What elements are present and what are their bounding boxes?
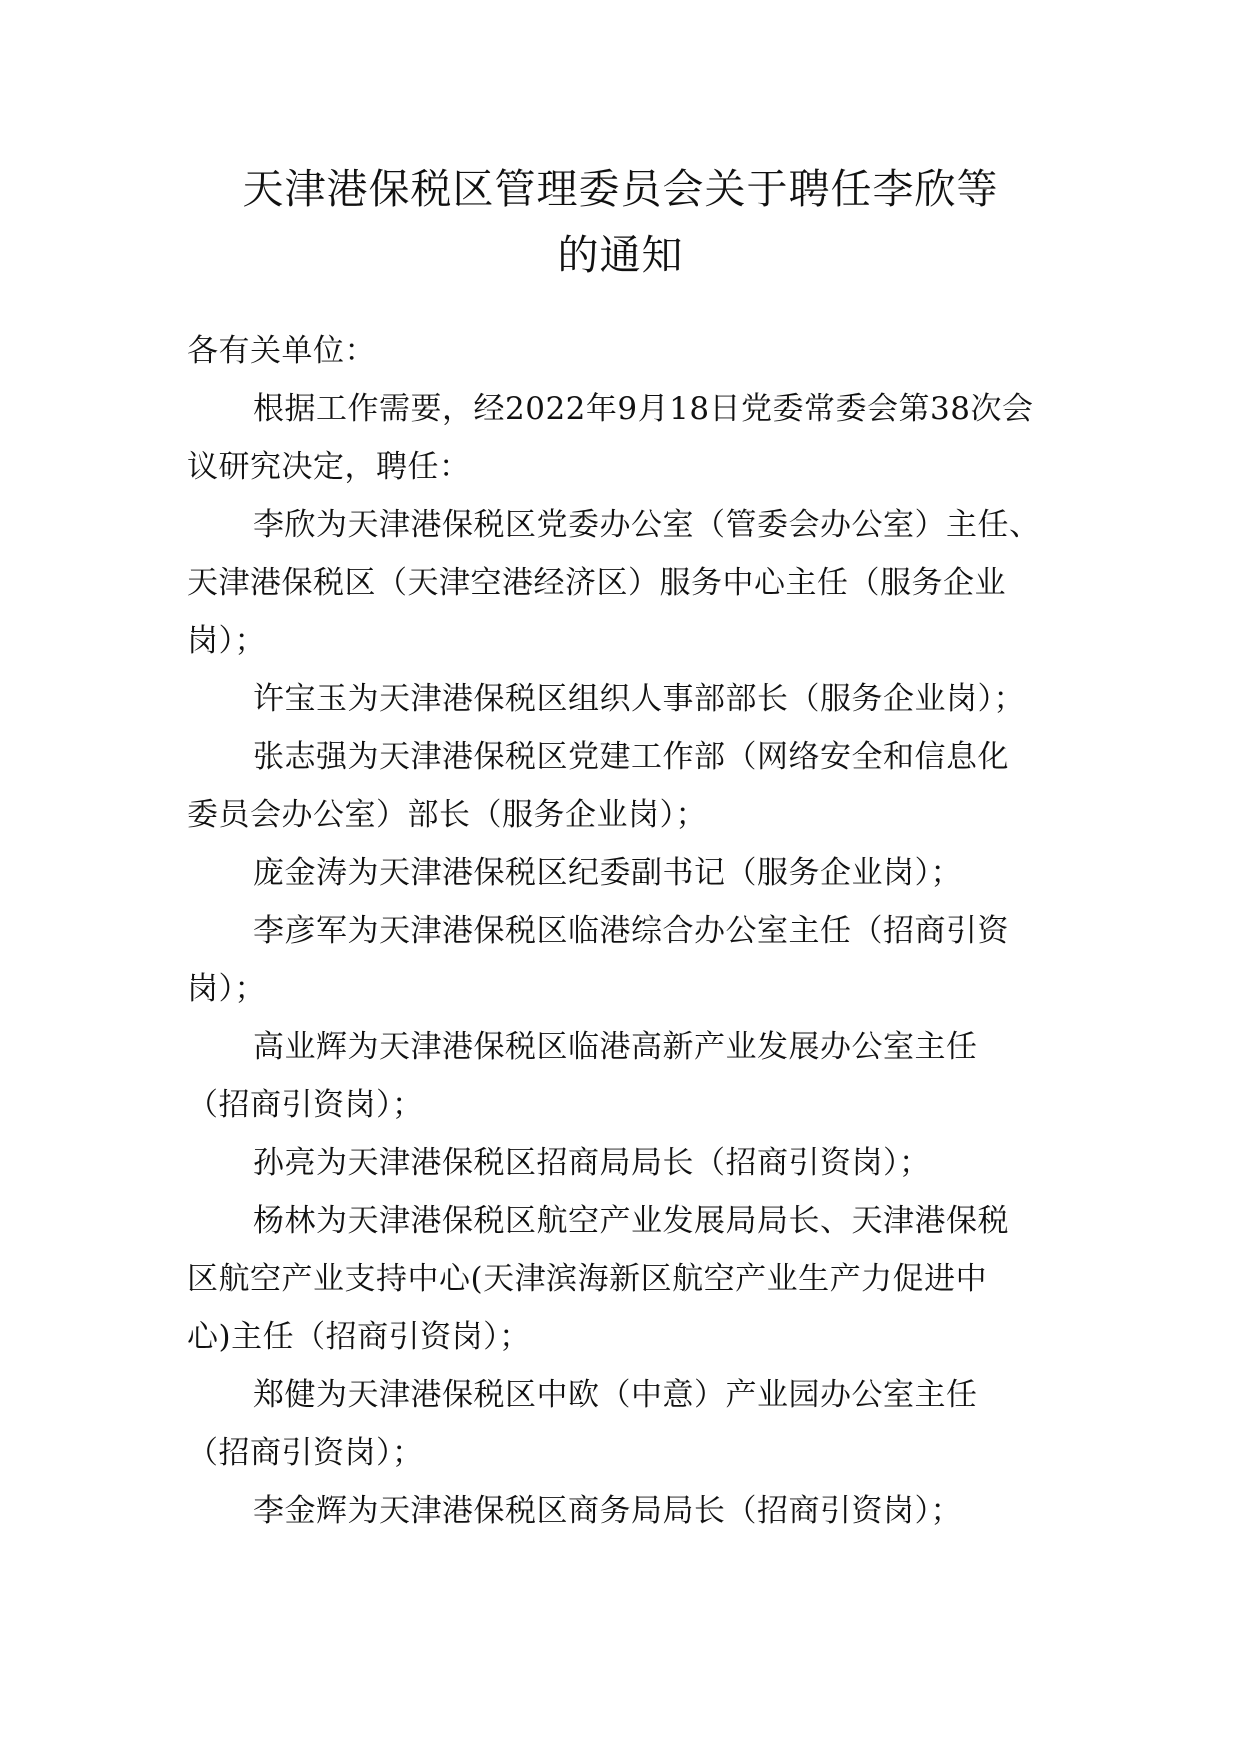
paragraph-line: 天津港保税区（天津空港经济区）服务中心主任（服务企业 [187, 565, 1006, 601]
paragraph-line: 委员会办公室）部长（服务企业岗）； [187, 797, 707, 833]
paragraph-line: 岗）； [187, 623, 266, 659]
title-line-1: 天津港保税区管理委员会关于聘任李欣等 [242, 165, 999, 213]
paragraph-line: 根据工作需要，经2022年9月18日党委常委会第38次会 [253, 391, 1034, 427]
paragraph-line: 议研究决定，聘任： [187, 449, 471, 485]
document-title [150, 156, 1091, 288]
paragraph-line: 许宝玉为天津港保税区组织人事部部长（服务企业岗）； [253, 681, 1025, 717]
paragraph-line: 杨林为天津港保税区航空产业发展局局长、天津港保税 [253, 1203, 1009, 1239]
paragraph-line: （招商引资岗）； [187, 1087, 424, 1123]
paragraph-line: 孙亮为天津港保税区招商局局长（招商引资岗）； [253, 1145, 931, 1181]
paragraph-line: 高业辉为天津港保税区临港高新产业发展办公室主任 [253, 1029, 978, 1065]
paragraph-line: 心)主任（招商引资岗）； [187, 1319, 531, 1355]
salutation: 各有关单位： [187, 333, 376, 369]
paragraph-line: 郑健为天津港保税区中欧（中意）产业园办公室主任 [253, 1377, 978, 1413]
paragraph-line: 庞金涛为天津港保税区纪委副书记（服务企业岗）； [253, 855, 962, 891]
paragraph-line: 张志强为天津港保税区党建工作部（网络安全和信息化 [253, 739, 1009, 775]
paragraph-line: 李欣为天津港保税区党委办公室（管委会办公室）主任、 [253, 507, 1041, 543]
document-body [187, 322, 1056, 1540]
title-line-2: 的通知 [557, 231, 684, 279]
paragraph-line: 区航空产业支持中心(天津滨海新区航空产业生产力促进中 [187, 1261, 988, 1297]
paragraph-line: 李彦军为天津港保税区临港综合办公室主任（招商引资 [253, 913, 1009, 949]
paragraph-line: 岗）； [187, 971, 266, 1007]
paragraph-line: 李金辉为天津港保税区商务局局长（招商引资岗）； [253, 1493, 962, 1529]
paragraph-line: （招商引资岗）； [187, 1435, 424, 1471]
